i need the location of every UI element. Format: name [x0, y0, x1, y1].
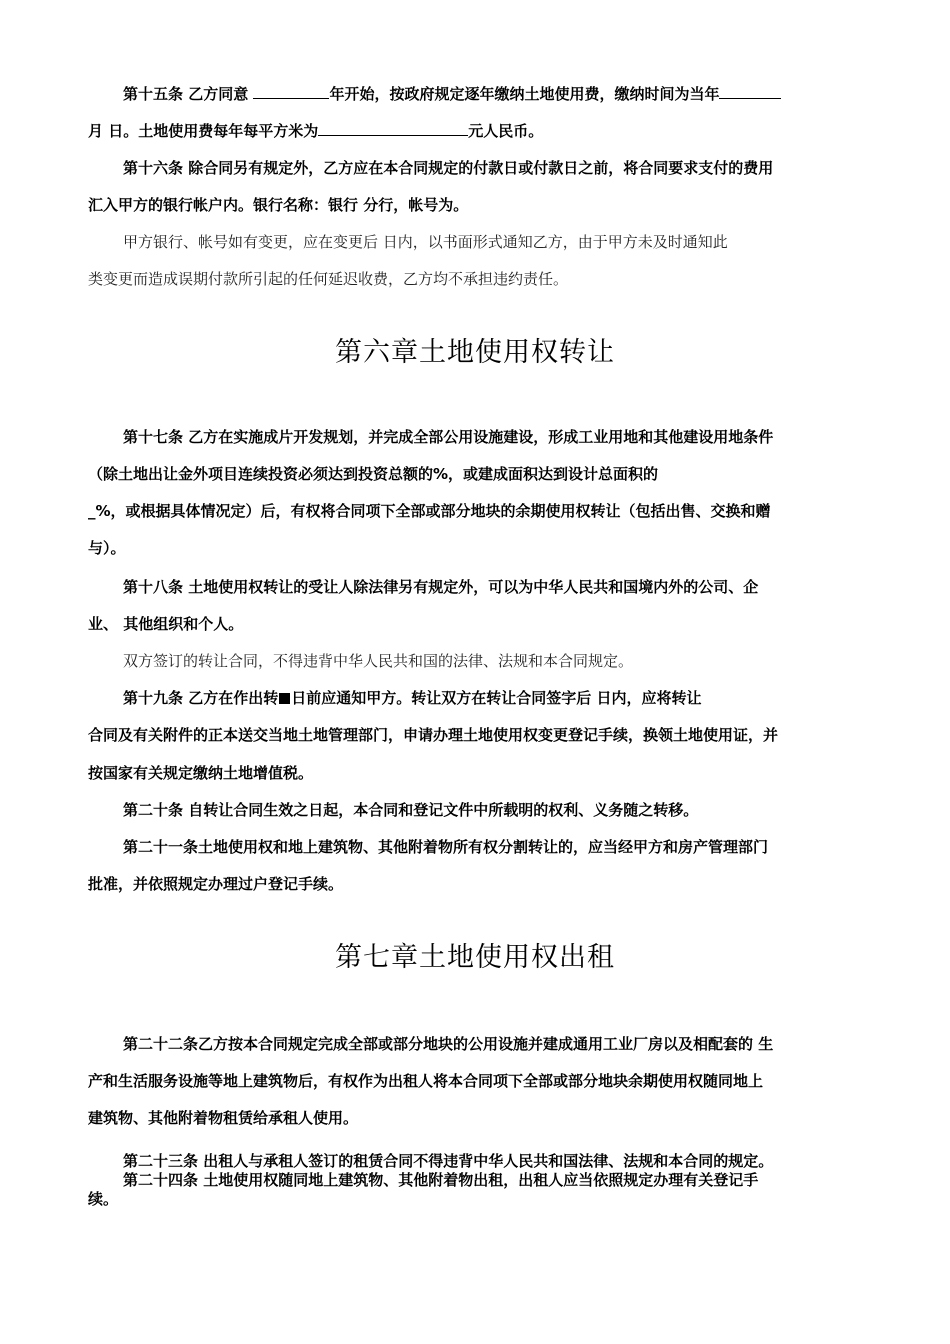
article-15-text-d: 元人民币。 [468, 122, 544, 140]
article-15-text-b: 年开始，按政府规定逐年缴纳土地使用费，缴纳时间为当年 [329, 85, 720, 103]
article-16-line-1: 第十六条 除合同另有规定外，乙方应在本合同规定的付款日或付款日之前，将合同要求支付的费用 [123, 159, 774, 177]
article-19-text-b: 日前应通知甲方。转让双方在转让合同签字后 日内，应将转让 [291, 689, 702, 707]
article-24-line-1: 第二十四条 土地使用权随同地上建筑物、其他附着物出租，出租人应当依照规定办理有关登记手 [123, 1171, 759, 1189]
article-16-line-4: 类变更而造成误期付款所引起的任何延迟收费，乙方均不承担违约责任。 [88, 270, 569, 288]
article-22-line-3: 建筑物、其他附着物租赁给承租人使用。 [88, 1109, 359, 1127]
article-15-text-c: 月 日。土地使用费每年每平方米为 [88, 122, 319, 140]
article-18-line-1: 第十八条 土地使用权转让的受让人除法律另有规定外，可以为中华人民共和国境内外的公司、企 [123, 578, 759, 596]
article-21-line-1: 第二十一条土地使用权和地上建筑物、其他附着物所有权分割转让的，应当经甲方和房产管理部门 [123, 838, 769, 856]
blank-month-field [719, 84, 781, 99]
article-19-line-3: 按国家有关规定缴纳土地增值税。 [88, 764, 314, 782]
article-19-line-1 [123, 688, 701, 708]
chapter-7-heading: 第七章土地使用权出租 [335, 942, 615, 973]
article-17-line-2: （除土地出让金外项目连续投资必须达到投资总额的%，或建成面积达到设计总面积的 [88, 465, 659, 483]
article-23-line-1: 第二十三条 出租人与承租人签订的租赁合同不得违背中华人民共和国法律、法规和本合同的规定。 [123, 1152, 774, 1170]
article-21-line-2: 批准，并依照规定办理过户登记手续。 [88, 875, 344, 893]
article-15-line-1 [123, 84, 781, 104]
article-20-line-1: 第二十条 自转让合同生效之日起，本合同和登记文件中所载明的权利、义务随之转移。 [123, 801, 699, 819]
article-19-text-a: 第十九条 乙方在作出转 [123, 689, 279, 707]
article-17-line-1: 第十七条 乙方在实施成片开发规划，并完成全部公用设施建设，形成工业用地和其他建设用地条件 [123, 428, 774, 446]
article-16-line-2: 汇入甲方的银行帐户内。银行名称：银行 分行，帐号为。 [88, 196, 469, 214]
redaction-square-icon [279, 693, 290, 704]
article-17-line-3: _%，或根据具体情况定）后，有权将合同项下全部或部分地块的余期使用权转让（包括出售、交换和赠 [88, 502, 771, 520]
article-18-line-2: 业、 其他组织和个人。 [88, 615, 244, 633]
chapter-6-heading: 第六章土地使用权转让 [335, 337, 615, 368]
article-22-line-1: 第二十二条乙方按本合同规定完成全部或部分地块的公用设施并建成通用工业厂房以及相配套的 生 [123, 1035, 774, 1053]
article-22-line-2: 产和生活服务设施等地上建筑物后，有权作为出租人将本合同项下全部或部分地块余期使用权随同地上 [88, 1072, 764, 1090]
article-15-text-a: 第十五条 乙方同意 [123, 85, 254, 103]
article-15-line-2 [88, 121, 543, 141]
article-19-line-2: 合同及有关附件的正本送交当地土地管理部门，申请办理土地使用权变更登记手续，换领土地使用证，并 [88, 726, 779, 744]
article-18-line-3: 双方签订的转让合同，不得违背中华人民共和国的法律、法规和本合同规定。 [123, 652, 634, 670]
blank-fee-field [318, 121, 468, 136]
blank-year-field [253, 84, 329, 99]
article-24-line-2: 续。 [88, 1190, 119, 1208]
article-17-line-4: 与）。 [88, 539, 126, 557]
article-16-line-3: 甲方银行、帐号如有变更，应在变更后 日内，以书面形式通知乙方，由于甲方未及时通知此 [123, 233, 728, 251]
